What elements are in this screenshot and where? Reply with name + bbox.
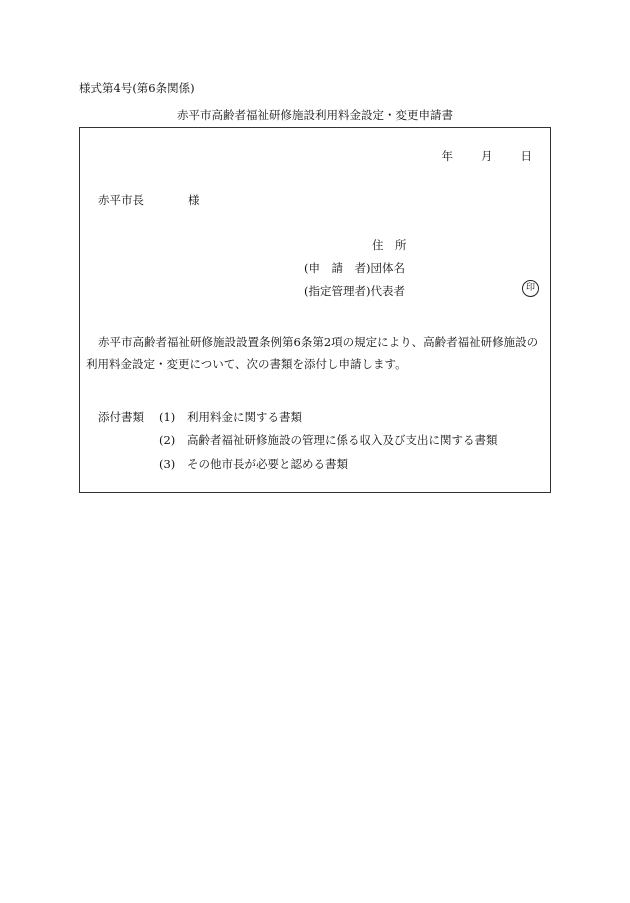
form-frame — [79, 127, 551, 493]
attachment-text: その他市長が必要と認める書類 — [187, 457, 348, 471]
date-line — [442, 148, 533, 164]
attachment-text: 利用料金に関する書類 — [187, 410, 302, 424]
addressee — [98, 192, 200, 208]
applicant-org-label: (申 請 者)団体名 — [304, 261, 405, 275]
attachment-number: (2) — [159, 433, 176, 447]
attachment-item — [159, 456, 348, 472]
addressee-honorific: 様 — [188, 193, 200, 207]
date-month-label: 月 — [481, 149, 493, 163]
form-number: 様式第4号(第6条関係) — [79, 81, 195, 95]
date-day-label: 日 — [520, 149, 532, 163]
attachment-number: (3) — [159, 457, 176, 471]
body-paragraph: 赤平市高齢者福祉研修施設設置条例第6条第2項の規定により、高齢者福祉研修施設の利用料金設定・変更について、次の書類を添付し申請します。 — [86, 335, 539, 371]
document-title: 赤平市高齢者福祉研修施設利用料金設定・変更申請書 — [177, 108, 453, 122]
date-year-label: 年 — [441, 149, 453, 163]
attachments-label: 添付書類 — [98, 410, 144, 424]
attachment-item — [159, 409, 302, 425]
attachment-item — [159, 432, 498, 448]
representative-label: (指定管理者)代表者 — [304, 284, 405, 298]
address-label: 住 所 — [372, 238, 407, 252]
seal-mark: 印 — [522, 280, 539, 297]
attachment-text: 高齢者福祉研修施設の管理に係る収入及び支出に関する書類 — [187, 433, 498, 447]
attachment-number: (1) — [159, 410, 176, 424]
addressee-name: 赤平市長 — [98, 193, 144, 207]
